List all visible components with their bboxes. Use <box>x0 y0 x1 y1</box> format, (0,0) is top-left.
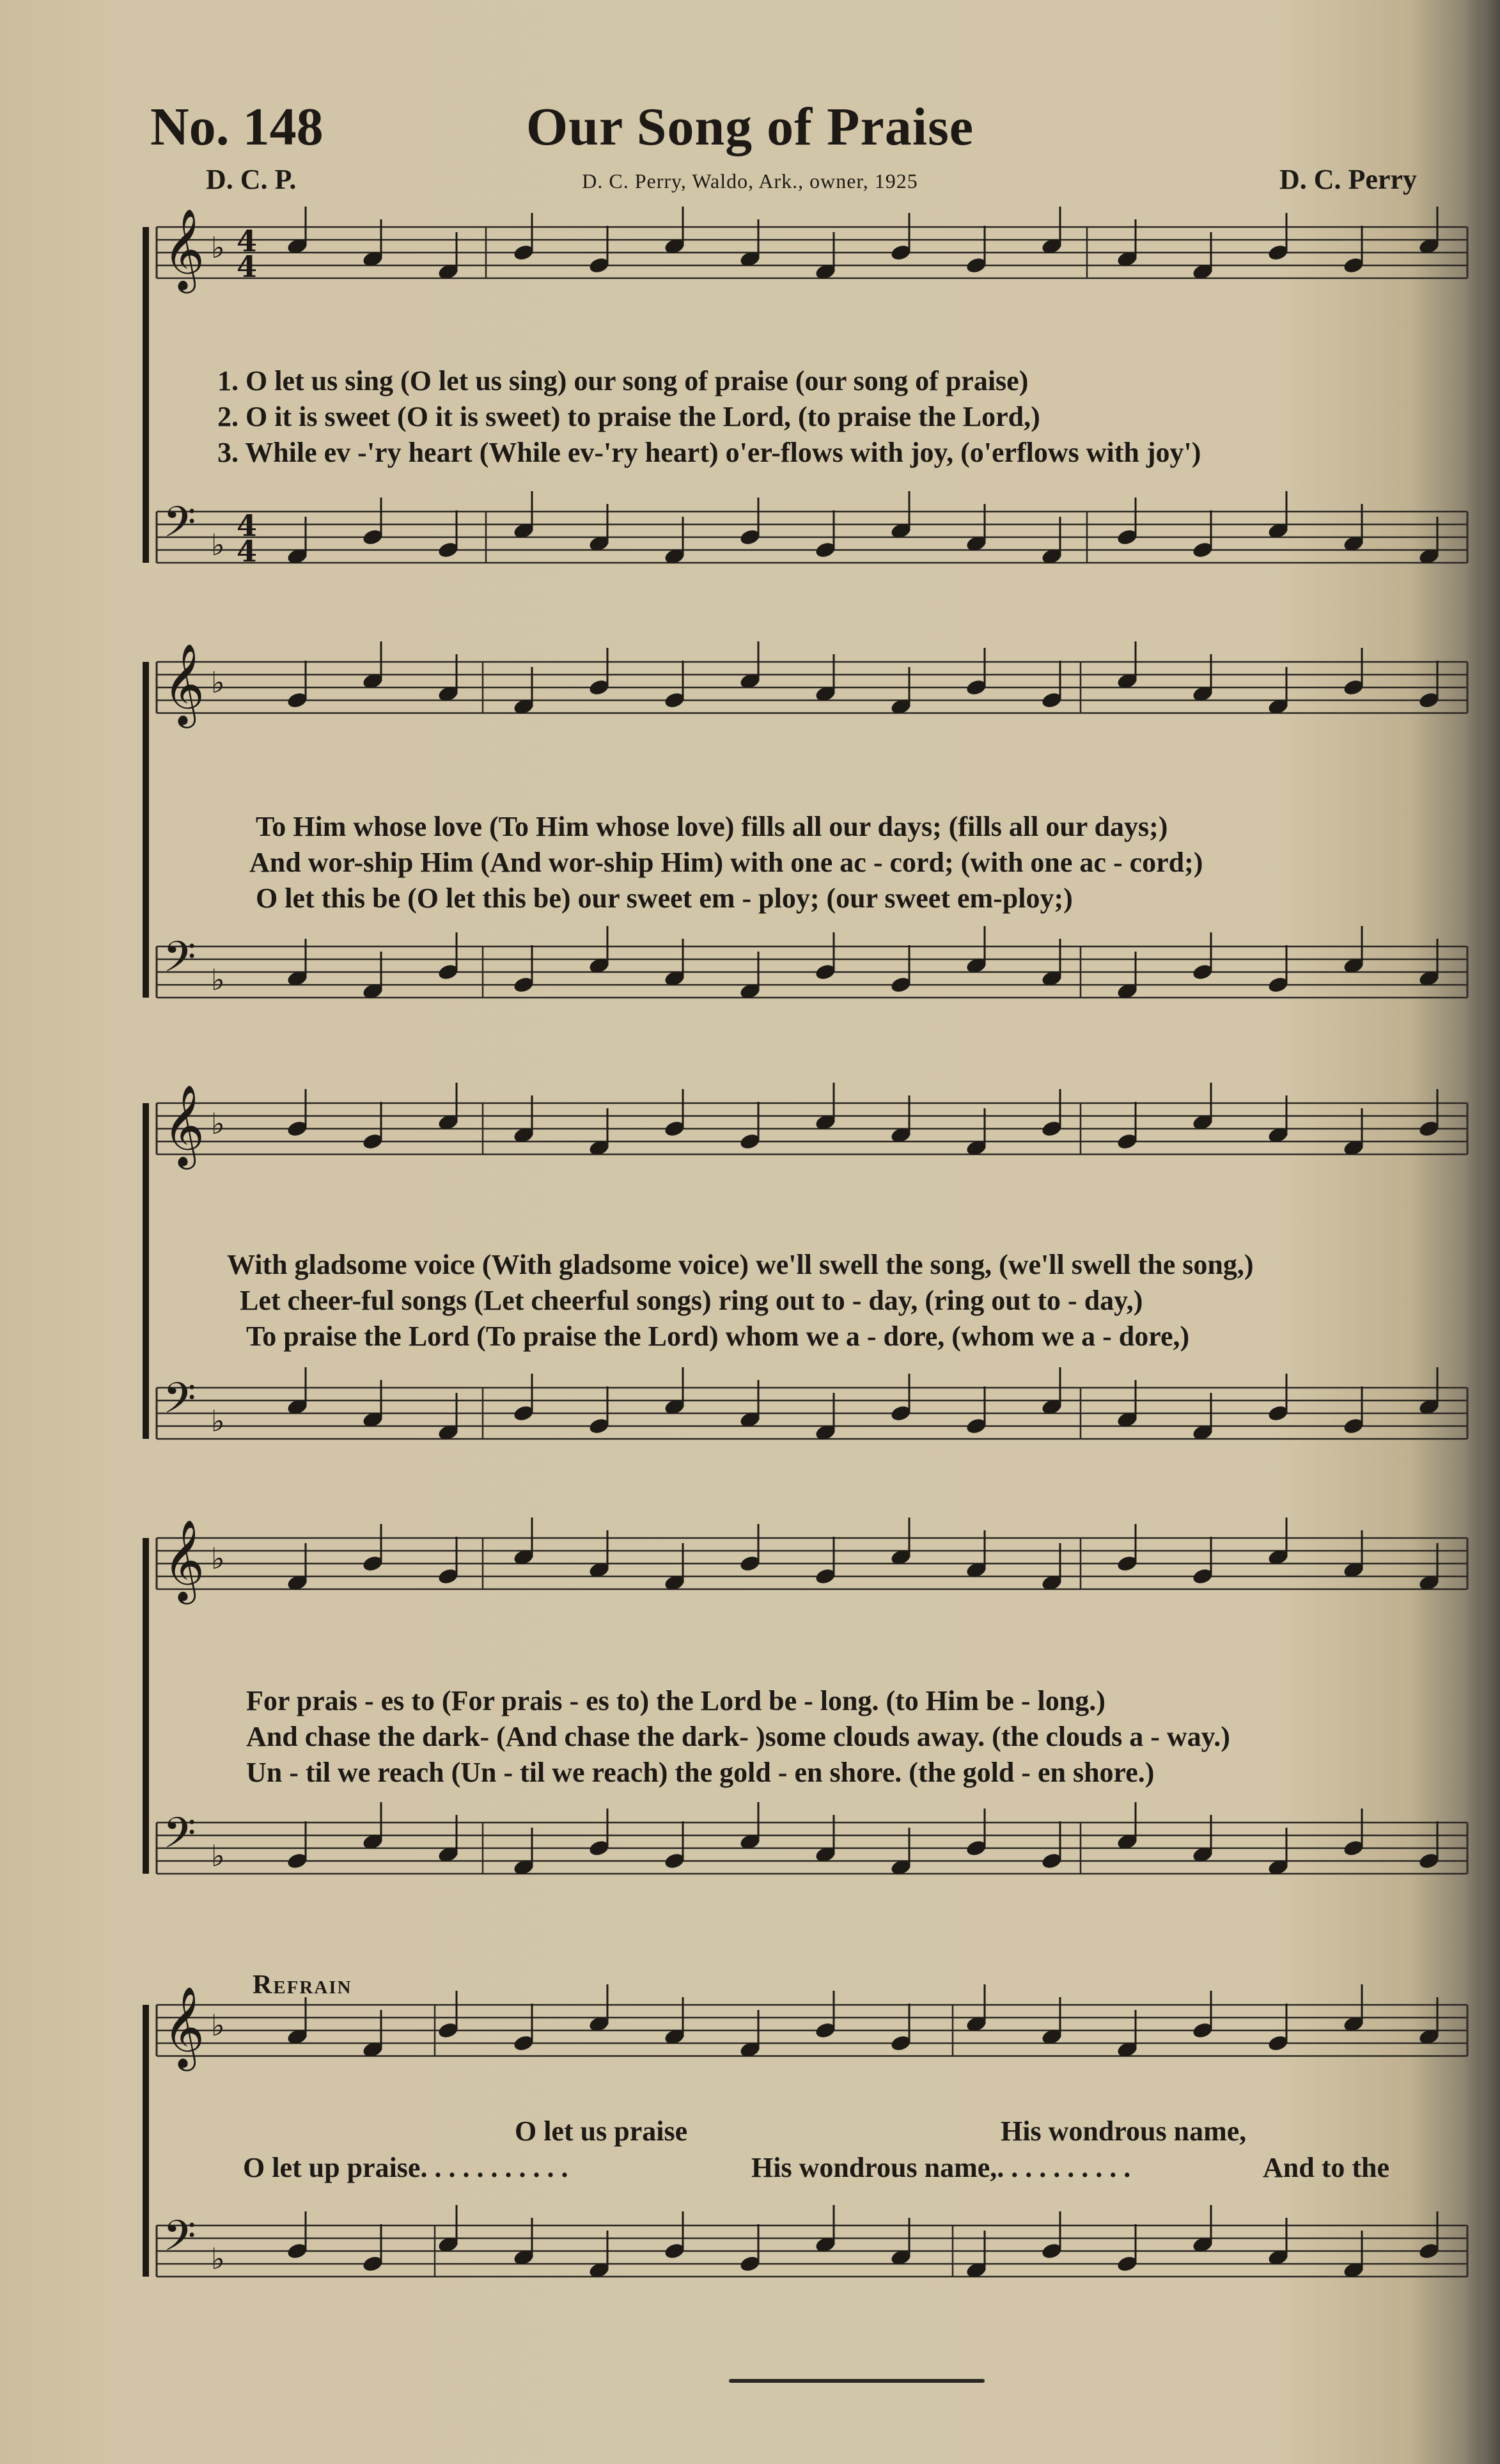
lyric-verse-3: O let this be (O let this be) our sweet em - ploy; (our sweet em-ploy;) <box>256 883 1073 914</box>
bass-clef-icon: 𝄢 <box>163 1809 196 1868</box>
flat-icon: ♭ <box>211 1839 225 1873</box>
copyright-line: D. C. Perry, Waldo, Ark., owner, 1925 <box>582 169 918 192</box>
system-brace <box>143 662 149 998</box>
lyric-verse-3: 3. While ev -'ry heart (While ev-'ry heart) o'er-flows with joy, (o'erflows with joy') <box>217 437 1201 468</box>
flat-icon: ♭ <box>211 1106 225 1141</box>
flat-icon: ♭ <box>211 665 225 700</box>
lyric-verse-1: For prais - es to (For prais - es to) the Lord be - long. (to Him be - long.) <box>246 1685 1105 1716</box>
treble-clef-icon: 𝄞 <box>163 1986 205 2068</box>
treble-clef-icon: 𝄞 <box>163 1519 205 1601</box>
lyric-verse-2: Let cheer-ful songs (Let cheerful songs) ring out to - day, (ring out to - day,) <box>240 1285 1143 1316</box>
treble-clef-icon: 𝄞 <box>163 208 205 290</box>
time-signature: 4 <box>237 224 258 258</box>
lyric-verse-2: And chase the dark- (And chase the dark- )some clouds away. (the clouds a - way.) <box>246 1721 1230 1752</box>
lyric-verse-2: And wor-ship Him (And wor-ship Him) with one ac - cord; (with one ac - cord;) <box>249 847 1203 878</box>
end-rule <box>729 2379 985 2383</box>
time-signature: 4 <box>237 249 258 284</box>
flat-icon: ♭ <box>211 528 225 562</box>
lyric-verse-3: Un - til we reach (Un - til we reach) the gold - en shore. (the gold - en shore.) <box>246 1757 1155 1788</box>
bass-clef-icon: 𝄢 <box>163 2211 196 2271</box>
refrain-lyric: His wondrous name, <box>1001 2115 1247 2147</box>
refrain-label: Refrain <box>253 1970 352 2000</box>
refrain-lyric: His wondrous name,. . . . . . . . . . <box>751 2152 1131 2183</box>
refrain-lyric: And to the <box>1263 2152 1390 2183</box>
hymn-number: No. 148 <box>150 97 324 157</box>
composer-initials: D. C. P. <box>206 164 297 195</box>
system-brace <box>143 227 149 563</box>
bass-clef-icon: 𝄢 <box>163 498 196 557</box>
flat-icon: ♭ <box>211 230 225 265</box>
bass-clef-icon: 𝄢 <box>163 932 196 992</box>
flat-icon: ♭ <box>211 1404 225 1438</box>
time-signature: 4 <box>237 534 258 569</box>
bass-clef-icon: 𝄢 <box>163 1374 196 1433</box>
flat-icon: ♭ <box>211 1541 225 1576</box>
refrain-lyric: O let up praise. . . . . . . . . . . <box>243 2152 568 2183</box>
flat-icon: ♭ <box>211 2241 225 2276</box>
flat-icon: ♭ <box>211 962 225 997</box>
time-signature: 4 <box>237 508 258 543</box>
treble-clef-icon: 𝄞 <box>163 1084 205 1166</box>
system-brace <box>143 1538 149 1874</box>
lyric-verse-3: To praise the Lord (To praise the Lord) whom we a - dore, (whom we a - dore,) <box>246 1321 1190 1352</box>
system-brace <box>143 2005 149 2277</box>
lyric-verse-1: With gladsome voice (With gladsome voice) we'll swell the song, (we'll swell the song,) <box>227 1249 1254 1280</box>
lyric-verse-1: 1. O let us sing (O let us sing) our song of praise (our song of praise) <box>217 365 1029 396</box>
lyric-verse-2: 2. O it is sweet (O it is sweet) to praise the Lord, (to praise the Lord,) <box>217 401 1040 432</box>
hymn-title: Our Song of Praise <box>526 97 974 157</box>
lyric-verse-1: To Him whose love (To Him whose love) fills all our days; (fills all our days;) <box>256 811 1168 842</box>
system-brace <box>143 1103 149 1439</box>
composer-name: D. C. Perry <box>1279 164 1417 195</box>
treble-clef-icon: 𝄞 <box>163 643 205 725</box>
flat-icon: ♭ <box>211 2008 225 2043</box>
page-binding-shadow <box>1465 0 1500 2464</box>
refrain-lyric: O let us praise <box>515 2115 688 2147</box>
